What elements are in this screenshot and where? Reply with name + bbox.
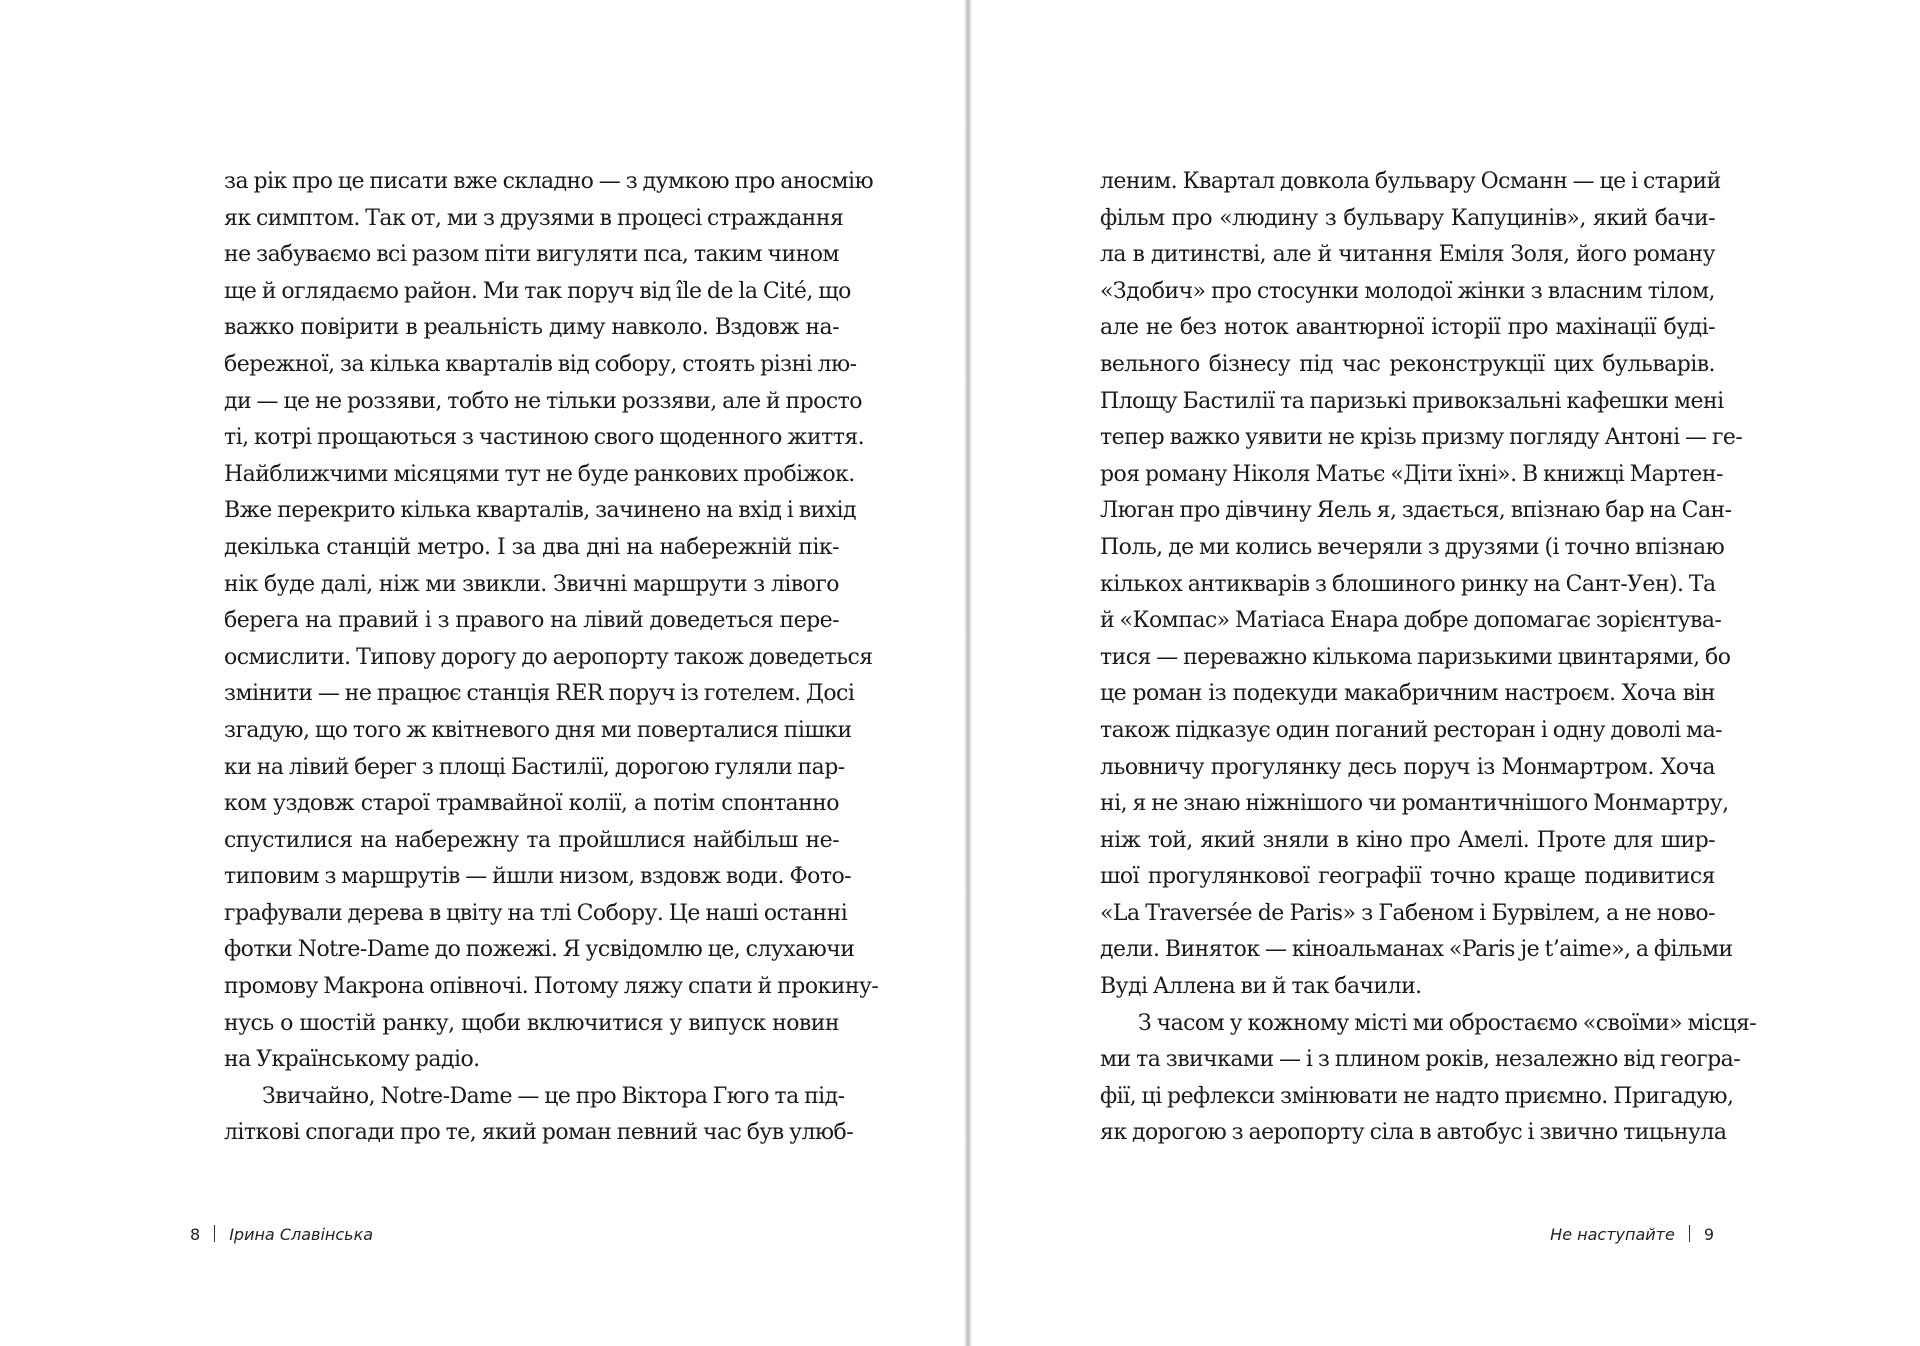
text-line: графували дерева в цвіту на тлі Собору. Це наші останні bbox=[224, 900, 848, 926]
book-gutter bbox=[964, 0, 972, 1346]
text-line: змінити — не працює станція RER поруч із готелем. Досі bbox=[224, 681, 855, 707]
text-line: за рік про це писати вже складно — з думкою про аносмію bbox=[224, 169, 874, 194]
text-line: літкові спогади про те, який роман певний час був улюб- bbox=[224, 1120, 854, 1146]
text-line: промову Макрона опівночі. Потому ляжу спати й прокину- bbox=[224, 974, 879, 1000]
left-page-number: 8 bbox=[190, 1225, 201, 1244]
text-line: Найближчими місяцями тут не буде ранкових пробіжок. bbox=[224, 461, 855, 487]
text-line: фотки Notre-Dame до пожежі. Я усвідомлю це, слухаючи bbox=[224, 937, 855, 963]
text-line: ки на лівий берег з площі Бастилії, дорогою гуляли пар- bbox=[224, 754, 845, 780]
right-page bbox=[972, 0, 1920, 1346]
text-line: роя роману Ніколя Матьє «Діти їхні». В книжці Мартен- bbox=[1100, 461, 1723, 487]
text-line: кількох антикварів з блошиного ринку на Сант-Уен). Та bbox=[1100, 571, 1716, 597]
right-page-footer bbox=[1550, 1225, 1714, 1244]
text-line: тися — переважно кількома паризькими цвинтарями, бо bbox=[1100, 644, 1731, 670]
footer-separator bbox=[214, 1225, 215, 1242]
text-line: нусь о шостій ранку, щоби включитися у випуск новин bbox=[224, 1010, 839, 1036]
text-line: також підказує один поганий ресторан і одну доволі ма- bbox=[1100, 717, 1723, 743]
text-line: ні, я не знаю ніжнішого чи романтичнішого Монмартру, bbox=[1100, 791, 1729, 817]
text-line: дели. Виняток — кіноальманах «Paris je t’aime», а фільми bbox=[1100, 937, 1733, 963]
right-page-body-text bbox=[1100, 164, 1757, 1152]
text-line: важко повірити в реальність диму навколо. Вздовж на- bbox=[224, 315, 839, 341]
text-line: нік буде далі, ніж ми звикли. Звичні маршрути з лівого bbox=[224, 571, 839, 597]
text-line: декілька станцій метро. І за два дні на набережній пік- bbox=[224, 534, 839, 560]
text-line: на Українському радіо. bbox=[224, 1047, 480, 1073]
text-line: як симптом. Так от, ми з друзями в процесі страждання bbox=[224, 205, 844, 231]
text-line: ди — це не роззяви, тобто не тільки роззяви, але й просто bbox=[224, 388, 862, 414]
text-line: Звичайно, Notre-Dame — це про Віктора Гюго та під- bbox=[262, 1083, 845, 1109]
text-line: «Здобич» про стосунки молодої жінки з власним тілом, bbox=[1100, 278, 1715, 304]
text-line: ла в дитинстві, але й читання Еміля Золя, його роману bbox=[1100, 242, 1715, 268]
text-line: спустилися на набережну та пройшлися найбільш не- bbox=[224, 827, 839, 853]
text-line: ми та звичками — і з плином років, незалежно від геогра- bbox=[1100, 1047, 1741, 1073]
footer-separator bbox=[1689, 1225, 1690, 1242]
text-line: фільм про «людину з бульвару Капуцинів», який бачи- bbox=[1100, 205, 1715, 231]
text-line: фії, ці рефлекси змінювати не надто приємно. Пригадую, bbox=[1100, 1083, 1734, 1109]
text-line: леним. Квартал довкола бульвару Османн — це і старий bbox=[1100, 169, 1721, 194]
text-line: тепер важко уявити не крізь призму погляду Антоні — ге- bbox=[1100, 425, 1743, 451]
text-line: типовим з маршрутів — йшли низом, вздовж води. Фото- bbox=[224, 864, 852, 890]
left-running-head: Ірина Славінська bbox=[229, 1225, 374, 1244]
text-line: ще й оглядаємо район. Ми так поруч від île de la Cité, що bbox=[224, 278, 851, 304]
text-line: Площу Бастилії та паризькі привокзальні кафешки мені bbox=[1100, 388, 1724, 414]
text-line: вельного бізнесу під час реконструкції цих бульварів. bbox=[1100, 351, 1715, 377]
text-line: льовничу прогулянку десь поруч із Монмартром. Хоча bbox=[1100, 754, 1715, 780]
text-line: Вже перекрито кілька кварталів, зачинено на вхід і вихід bbox=[224, 498, 857, 524]
right-running-head: Не наступайте bbox=[1550, 1225, 1675, 1244]
text-line: осмислити. Типову дорогу до аеропорту також доведеться bbox=[224, 644, 873, 670]
left-page-body-text bbox=[224, 164, 879, 1152]
text-line: бережної, за кілька кварталів від собору, стоять різні лю- bbox=[224, 351, 857, 377]
text-line: як дорогою з аеропорту сіла в автобус і звично тицьнула bbox=[1100, 1120, 1727, 1146]
text-line: ком уздовж старої трамвайної колії, а потім спонтанно bbox=[224, 791, 839, 817]
left-page-footer bbox=[190, 1225, 373, 1244]
text-line: Поль, де ми колись вечеряли з друзями (і точно впізнаю bbox=[1100, 534, 1725, 560]
text-line: ті, котрі прощаються з частиною свого щоденного життя. bbox=[224, 425, 865, 451]
text-line: не забуваємо всі разом піти вигуляти пса, таким чином bbox=[224, 242, 839, 268]
text-line: «La Traversée de Paris» з Габеном і Бурвілем, а не ново- bbox=[1100, 900, 1715, 926]
text-line: Люган про дівчину Яель я, здається, впізнаю бар на Сан- bbox=[1100, 498, 1732, 524]
text-line: З часом у кожному місті ми обростаємо «своїми» місця- bbox=[1138, 1010, 1757, 1036]
right-page-number: 9 bbox=[1703, 1225, 1714, 1244]
text-line: берега на правий і з правого на лівий доведеться пере- bbox=[224, 608, 839, 634]
text-line: ніж той, який зняли в кіно про Амелі. Проте для шир- bbox=[1100, 827, 1715, 853]
text-line: шої прогулянкової географії точно краще подивитися bbox=[1100, 864, 1715, 890]
text-line: це роман із подекуди макабричним настроєм. Хоча він bbox=[1100, 681, 1715, 707]
text-line: згадую, що того ж квітневого дня ми поверталися пішки bbox=[224, 717, 852, 743]
text-line: й «Компас» Матіаса Енара добре допомагає зорієнтува- bbox=[1100, 608, 1722, 634]
text-line: але не без ноток авантюрної історії про махінації буді- bbox=[1100, 315, 1715, 341]
text-line: Вуді Аллена ви й так бачили. bbox=[1100, 974, 1422, 1000]
